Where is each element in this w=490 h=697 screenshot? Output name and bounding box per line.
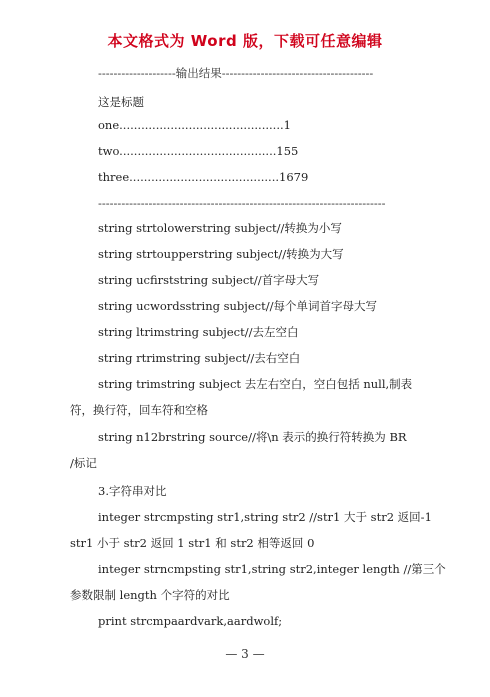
strcmp-line-2: str1 小于 str2 返回 1 str1 和 str2 相等返回 0	[70, 536, 315, 550]
trim-line-2: 符，换行符，回车符和空格	[70, 403, 208, 417]
nl2br-line-1: string n12brstring source//将\n 表示的换行符转换为 BR	[98, 430, 407, 444]
section-heading: 3.字符串对比	[98, 484, 167, 498]
page-number: — 3 —	[225, 647, 265, 661]
nl2br-line-2: /标记	[70, 456, 97, 470]
output-title: 这是标题	[98, 95, 144, 109]
output-row-two: two...........................................155	[98, 144, 299, 158]
function-line-ucfirst: string ucfirststring subject//首字母大写	[98, 273, 320, 287]
function-line-ltrim: string ltrimstring subject//去左空白	[98, 325, 299, 339]
output-row-one: one.............................................1	[98, 118, 291, 132]
trim-line-1: string trimstring subject 去左右空白，空白包括 null,制表	[98, 377, 413, 391]
strncmp-line-1: integer strncmpsting str1,string str2,integer length //第三个	[98, 562, 446, 576]
print-line: print strcmpaardvark,aardwolf;	[98, 614, 283, 628]
strcmp-line-1: integer strcmpsting str1,string str2 //str1 大于 str2 返回-1	[98, 510, 432, 524]
output-row-three: three.........................................1679	[98, 170, 309, 184]
function-line-rtrim: string rtrimstring subject//去右空白	[98, 351, 301, 365]
output-separator-bottom: --------------------------------------------------------------------------	[98, 196, 386, 210]
output-separator-top: --------------------输出结果---------------------------------------	[98, 66, 374, 80]
strncmp-line-2: 参数限制 length 个字符的对比	[70, 588, 230, 602]
function-line-strtolower: string strtolowerstring subject//转换为小写	[98, 221, 342, 235]
function-line-ucwords: string ucwordsstring subject//每个单词首字母大写	[98, 299, 377, 313]
document-banner: 本文格式为 Word 版，下载可任意编辑	[107, 32, 383, 50]
function-line-strtoupper: string strtoupperstring subject//转换为大写	[98, 247, 344, 261]
